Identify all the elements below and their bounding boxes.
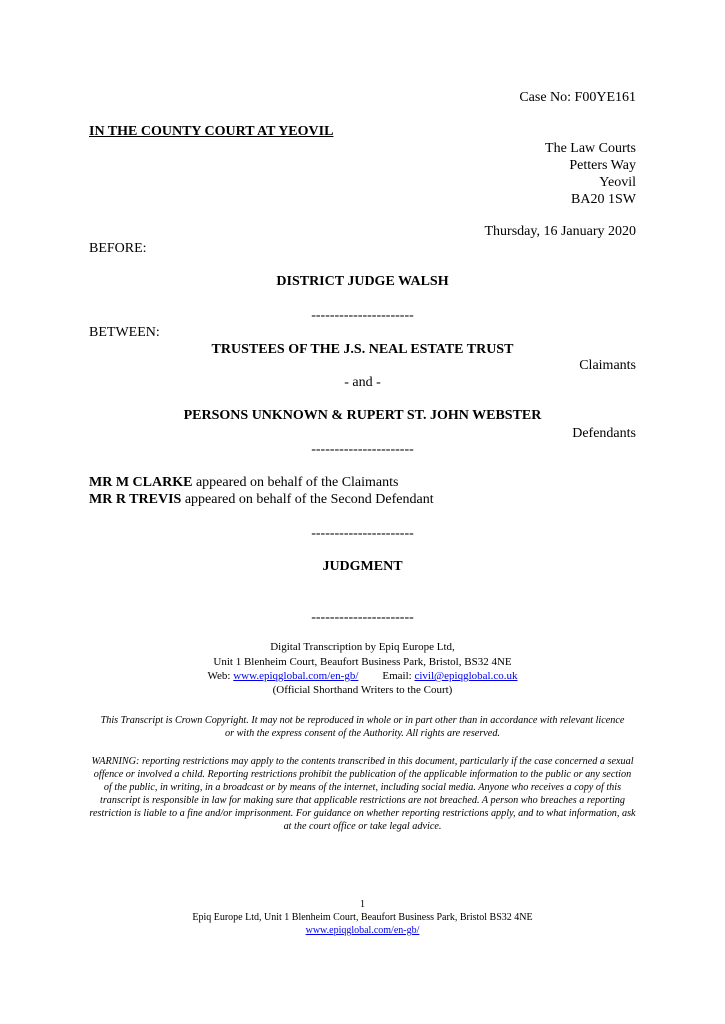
case-number: Case No: F00YE161	[519, 90, 636, 105]
email-link[interactable]: civil@epiqglobal.co.uk	[414, 670, 518, 682]
claimant-name: TRUSTEES OF THE J.S. NEAL ESTATE TRUST	[211, 342, 514, 357]
footer-link[interactable]: www.epiqglobal.com/en-gb/	[305, 925, 420, 936]
judge-name: DISTRICT JUDGE WALSH	[276, 274, 449, 289]
defendant-role: Defendants	[572, 426, 636, 441]
claimant-role: Claimants	[579, 358, 636, 373]
separator: ----------------------	[311, 308, 414, 323]
copyright-notice: This Transcript is Crown Copyright. It may not be reproduced in whole or in part other than in accordance with relevant licence or with the express consent of the Authority. All rights are reserved.	[100, 715, 625, 739]
web-label: Web:	[207, 670, 234, 682]
court-address-line: Petters Way	[569, 158, 636, 173]
before-label: BEFORE:	[89, 241, 147, 256]
separator: ----------------------	[311, 526, 414, 541]
separator: ----------------------	[311, 442, 414, 457]
appearance-line	[89, 491, 434, 508]
transcription-line: Digital Transcription by Epiq Europe Ltd,	[270, 641, 455, 653]
web-link[interactable]: www.epiqglobal.com/en-gb/	[233, 670, 359, 682]
footer-link-line	[0, 924, 725, 937]
counsel-name: MR R TREVIS	[89, 492, 182, 507]
transcription-note: (Official Shorthand Writers to the Court)	[272, 684, 453, 696]
court-address-line: Yeovil	[599, 175, 636, 190]
footer-address: Epiq Europe Ltd, Unit 1 Blenheim Court, Beaufort Business Park, Bristol BS32 4NE	[192, 912, 533, 923]
court-address-line: The Law Courts	[545, 141, 636, 156]
page-number: 1	[360, 899, 365, 910]
appearance-text: appeared on behalf of the Claimants	[192, 475, 399, 490]
court-address	[545, 140, 636, 208]
transcription-contact	[0, 670, 725, 683]
defendant-name: PERSONS UNKNOWN & RUPERT ST. JOHN WEBSTER	[183, 408, 542, 423]
document-title: JUDGMENT	[322, 559, 403, 574]
separator: ----------------------	[311, 610, 414, 625]
transcription-address: Unit 1 Blenheim Court, Beaufort Business Park, Bristol, BS32 4NE	[213, 656, 512, 668]
between-label: BETWEEN:	[89, 325, 160, 340]
warning-notice: WARNING: reporting restrictions may apply to the contents transcribed in this document, particularly if the case concerned a sexual offence or involved a child. Reporting restrictions prohibit the publication of the applicable information to the public or any section of the public, in writing, in a broadcast or by means of the internet, including social media. Anyone who receives a copy of this transcript is responsible in law for making sure that applicable restrictions are not breached. A person who breaches a reporting restriction is liable to a fine and/or imprisonment. For guidance on whether reporting restrictions apply, and to what information, ask at the court office or take legal advice.	[89, 756, 636, 832]
appearance-line	[89, 474, 398, 491]
counsel-name: MR M CLARKE	[89, 475, 193, 490]
court-address-line: BA20 1SW	[571, 192, 636, 207]
email-label: Email:	[382, 670, 415, 682]
and-separator: - and -	[344, 375, 381, 390]
hearing-date: Thursday, 16 January 2020	[484, 224, 636, 239]
appearance-text: appeared on behalf of the Second Defendant	[181, 492, 434, 507]
court-name: IN THE COUNTY COURT AT YEOVIL	[89, 124, 334, 139]
